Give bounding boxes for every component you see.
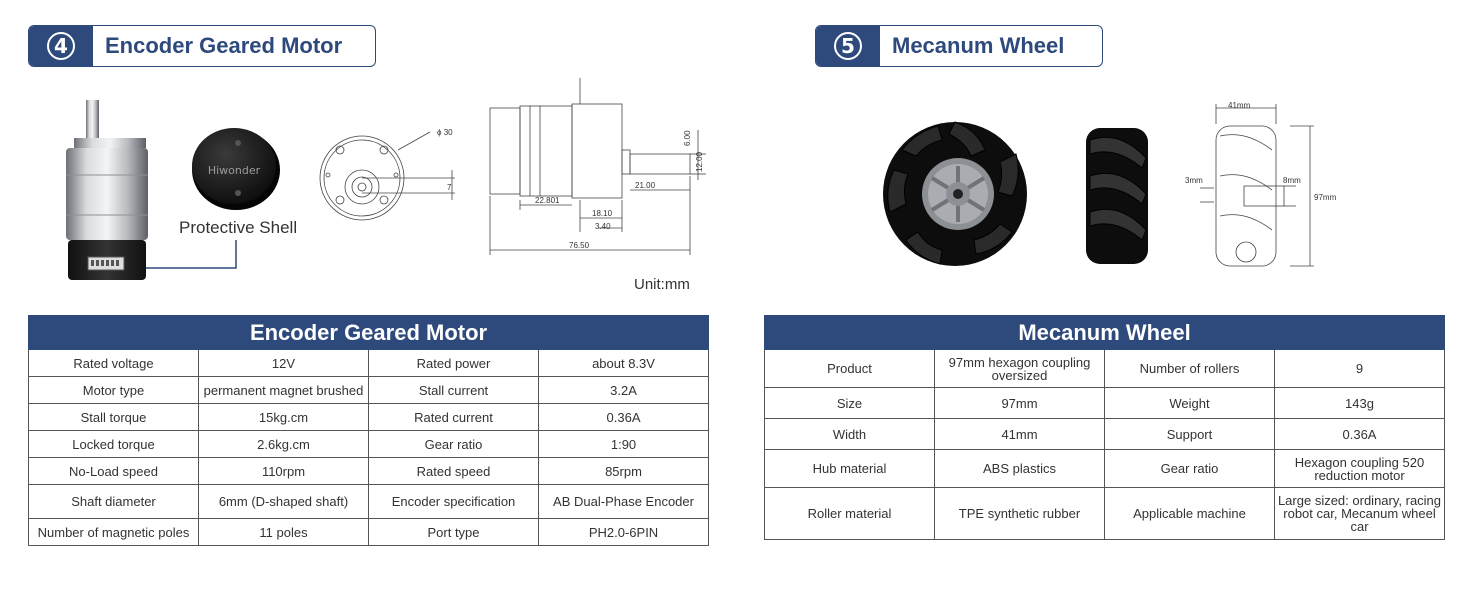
spec-label: Roller material <box>765 488 935 540</box>
spec-label: Weight <box>1105 388 1275 419</box>
spec-label: Rated power <box>369 350 539 377</box>
spec-label: Stall torque <box>29 404 199 431</box>
logo-text: Hiwonder <box>207 164 261 177</box>
spec-label: Stall current <box>369 377 539 404</box>
spec-label: Encoder specification <box>369 485 539 519</box>
section-title: Mecanum Wheel <box>892 33 1065 58</box>
spec-label: Product <box>765 350 935 388</box>
spec-value: 6mm (D-shaped shaft) <box>199 485 369 519</box>
spec-value: TPE synthetic rubber <box>935 488 1105 540</box>
motor-image <box>66 100 148 280</box>
dim-1200: 12.00 <box>695 151 704 172</box>
spec-value: ABS plastics <box>935 450 1105 488</box>
protective-shell-image <box>192 128 280 210</box>
mecanum-wheel-side-image <box>1086 128 1148 264</box>
spec-label: Rated speed <box>369 458 539 485</box>
spec-label: Rated current <box>369 404 539 431</box>
mecanum-wheel-drawing <box>1200 104 1314 266</box>
section-number: 4 <box>47 32 75 60</box>
section-number: 5 <box>834 32 862 60</box>
spec-value: permanent magnet brushed <box>199 377 369 404</box>
dim-22801: 22.801 <box>535 196 560 205</box>
table-row <box>29 350 709 377</box>
spec-label: Gear ratio <box>1105 450 1275 488</box>
section-title: Encoder Geared Motor <box>105 33 343 58</box>
table-row <box>29 404 709 431</box>
spec-value: 9 <box>1275 350 1445 388</box>
table-row <box>29 485 709 519</box>
spec-value: 11 poles <box>199 519 369 546</box>
dim-7650: 76.50 <box>569 241 590 250</box>
table-row <box>29 458 709 485</box>
spec-label: Number of rollers <box>1105 350 1275 388</box>
spec-value: Hexagon coupling 520 reduction motor <box>1275 450 1445 488</box>
dim-41mm: 41mm <box>1228 101 1251 110</box>
dim-97mm: 97mm <box>1314 193 1337 202</box>
table-row <box>29 431 709 458</box>
spec-value: 97mm hexagon coupling oversized <box>935 350 1105 388</box>
spec-value: about 8.3V <box>539 350 709 377</box>
spec-label: Applicable machine <box>1105 488 1275 540</box>
table-row <box>29 519 709 546</box>
table-row <box>765 388 1445 419</box>
table-title: Mecanum Wheel <box>765 316 1445 350</box>
spec-label: Number of magnetic poles <box>29 519 199 546</box>
dim-3mm: 3mm <box>1185 176 1203 185</box>
spec-value: 143g <box>1275 388 1445 419</box>
spec-value: 1:90 <box>539 431 709 458</box>
spec-label: Support <box>1105 419 1275 450</box>
mecanum-wheel-spec-table <box>764 315 1445 540</box>
callout-line <box>146 240 236 268</box>
protective-shell-label: Protective Shell <box>179 218 298 237</box>
spec-label: Motor type <box>29 377 199 404</box>
dim-diameter: ϕ 30 <box>437 128 453 137</box>
table-row <box>29 377 709 404</box>
table-row <box>765 350 1445 388</box>
spec-value: 3.2A <box>539 377 709 404</box>
dim-1810: 18.10 <box>592 209 613 218</box>
spec-value: 15kg.cm <box>199 404 369 431</box>
spec-label: Width <box>765 419 935 450</box>
dim-340: 3.40 <box>595 222 611 231</box>
spec-value: 0.36A <box>539 404 709 431</box>
spec-label: Shaft diameter <box>29 485 199 519</box>
dim-7: 7 <box>447 183 452 192</box>
spec-label: Port type <box>369 519 539 546</box>
motor-front-drawing <box>320 132 455 220</box>
dim-600: 6.00 <box>683 130 692 146</box>
spec-value: 97mm <box>935 388 1105 419</box>
spec-label: Hub material <box>765 450 935 488</box>
spec-value: Large sized: ordinary, racing robot car, Mecanum wheel car <box>1275 488 1445 540</box>
table-row <box>765 419 1445 450</box>
spec-label: No-Load speed <box>29 458 199 485</box>
spec-label: Locked torque <box>29 431 199 458</box>
spec-label: Gear ratio <box>369 431 539 458</box>
spec-label: Rated voltage <box>29 350 199 377</box>
encoder-motor-spec-table <box>28 315 709 546</box>
spec-value: AB Dual-Phase Encoder <box>539 485 709 519</box>
table-row <box>765 450 1445 488</box>
spec-value: 12V <box>199 350 369 377</box>
spec-value: 41mm <box>935 419 1105 450</box>
spec-value: PH2.0-6PIN <box>539 519 709 546</box>
spec-value: 85rpm <box>539 458 709 485</box>
spec-value: 110rpm <box>199 458 369 485</box>
unit-label: Unit:mm <box>634 276 690 293</box>
spec-value: 0.36A <box>1275 419 1445 450</box>
mecanum-wheel-front-image <box>883 122 1027 266</box>
spec-label: Size <box>765 388 935 419</box>
table-row <box>765 488 1445 540</box>
dim-2100: 21.00 <box>635 181 656 190</box>
dim-8mm: 8mm <box>1283 176 1301 185</box>
table-title: Encoder Geared Motor <box>29 316 709 350</box>
spec-value: 2.6kg.cm <box>199 431 369 458</box>
